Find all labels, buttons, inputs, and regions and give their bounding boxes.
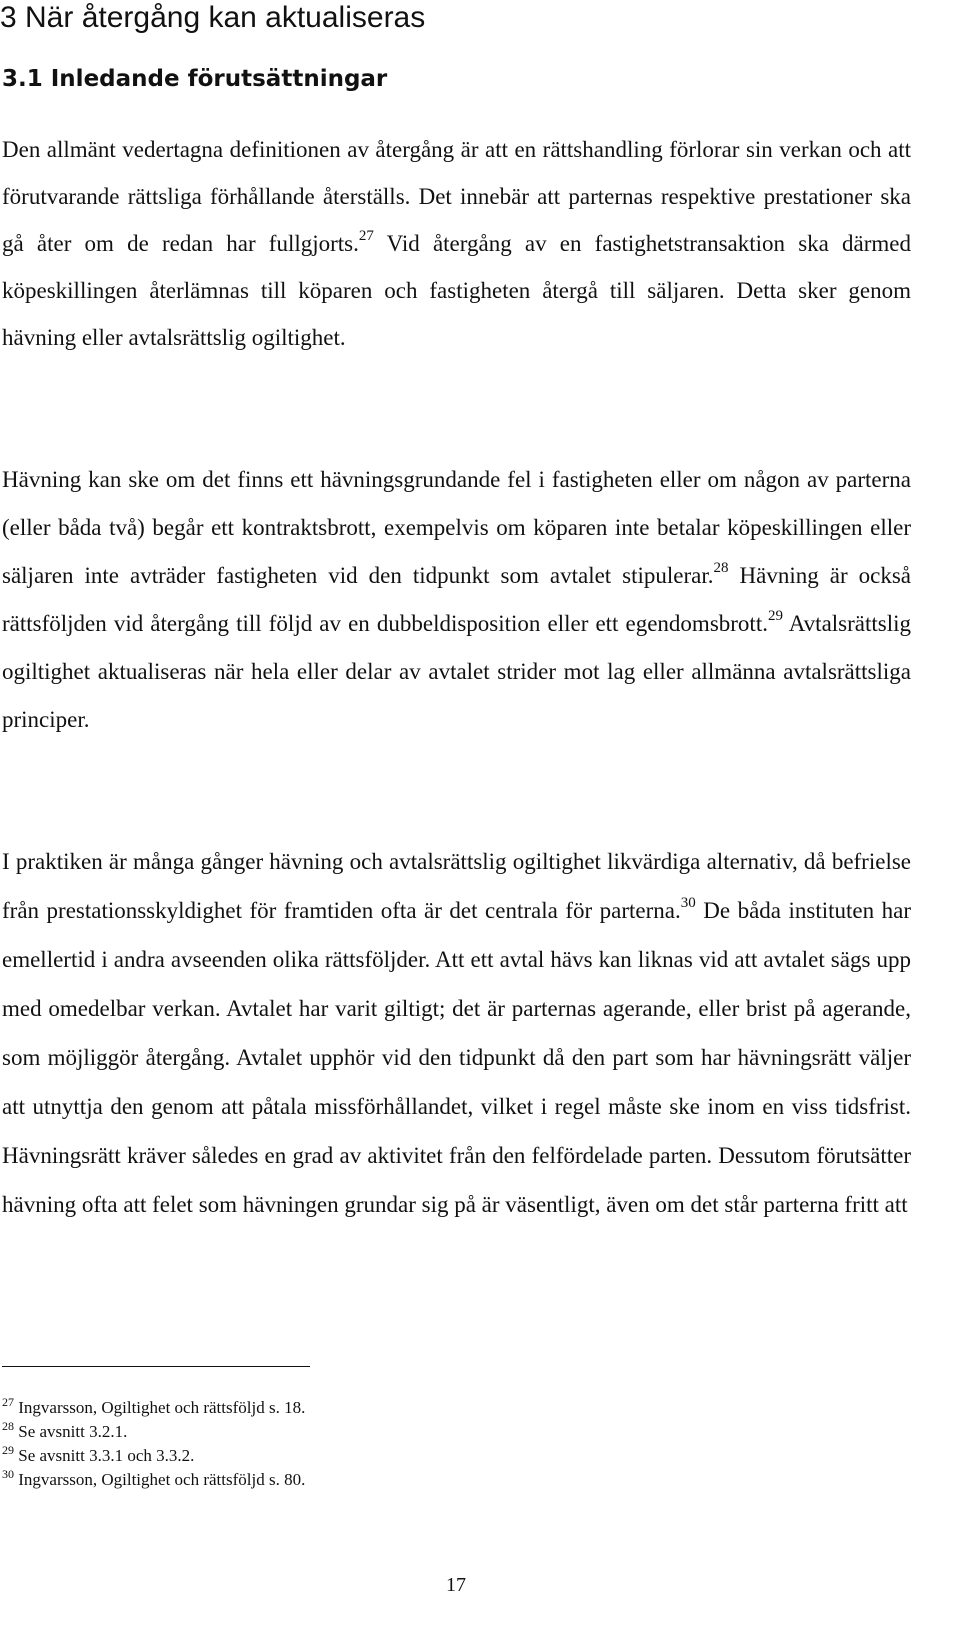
footnote-ref-30[interactable]: 30	[680, 895, 696, 911]
paragraph-text: Den allmänt vedertagna definitionen av återgång är att en rättshandling förlorar sin verkan och att förutvarande rättsliga förhållande återställs. Det innebär att parternas respektive prestationer ska gå åter om de redan har fullgjorts.	[2, 137, 911, 256]
chapter-heading: 3 När återgång kan aktualiseras	[0, 1, 426, 34]
page-number: 17	[446, 1574, 466, 1596]
footnote-number: 29	[2, 1443, 14, 1457]
footnote-number: 28	[2, 1419, 14, 1433]
footnote-list	[2, 1396, 305, 1492]
footnote-number: 27	[2, 1395, 14, 1409]
paragraph-text: Vid återgång av en fastighetstransaktion ska därmed köpeskillingen återlämnas till köparen och fastigheten återgå till säljaren. Detta sker genom hävning eller avtalsrättslig ogiltighet.	[2, 231, 912, 350]
footnote-item	[2, 1444, 305, 1468]
footnote-ref-28[interactable]: 28	[713, 560, 729, 576]
footnote-item	[2, 1396, 305, 1420]
footnote-ref-27[interactable]: 27	[358, 228, 374, 244]
paragraph-text: Avtalsrättslig ogiltighet aktualiseras när hela eller delar av avtalet strider mot lag eller allmänna avtalsrättsliga principer.	[2, 611, 912, 732]
footnote-text: Ingvarsson, Ogiltighet och rättsföljd s. 18.	[14, 1398, 306, 1417]
footnote-divider	[2, 1366, 310, 1367]
footnote-text: Ingvarsson, Ogiltighet och rättsföljd s. 80.	[14, 1470, 306, 1489]
paragraph-text: De båda instituten har emellertid i andra avseenden olika rättsföljder. Att ett avtal hävs kan liknas vid att avtalet sägs upp med omedelbar verkan. Avtalet har varit giltigt; det är parternas agerande, eller brist på agerande, som möjliggör återgång. Avtalet upphör vid den tidpunkt då den part som har hävningsrätt väljer att utnyttja den genom att påtala missförhållandet, vilket i regel måste ske inom en viss tidsfrist. Hävningsrätt kräver således en grad av aktivitet från den felfördelade parten. Dessutom förutsätter hävning ofta att felet som hävningen grundar sig på är väsentligt, även om det står parterna fritt att	[2, 898, 911, 1217]
paragraph-text: Hävning är också rättsföljden vid återgång till följd av en dubbeldisposition eller ett egendomsbrott.	[2, 563, 911, 636]
paragraph-text: I praktiken är många gånger hävning och avtalsrättslig ogiltighet likvärdiga alternativ, då befrielse från prestationsskyldighet för framtiden ofta är det centrala för parterna.	[2, 849, 911, 923]
footnote-ref-29[interactable]: 29	[767, 608, 783, 624]
footnote-number: 30	[2, 1467, 14, 1481]
footnote-item	[2, 1420, 305, 1444]
paragraph-text: Hävning kan ske om det finns ett hävningsgrundande fel i fastigheten eller om någon av parterna (eller båda två) begår ett kontraktsbrott, exempelvis om köparen inte betalar köpeskillingen eller säljaren inte avträder fastigheten vid den tidpunkt som avtalet stipulerar.	[2, 467, 911, 588]
body-paragraph	[2, 126, 911, 361]
footnote-item	[2, 1468, 305, 1492]
body-paragraph	[2, 837, 911, 1229]
footnote-text: Se avsnitt 3.2.1.	[14, 1422, 128, 1441]
footnote-text: Se avsnitt 3.3.1 och 3.3.2.	[14, 1446, 195, 1465]
body-paragraph	[2, 456, 911, 744]
section-heading: 3.1 Inledande förutsättningar	[2, 66, 388, 92]
